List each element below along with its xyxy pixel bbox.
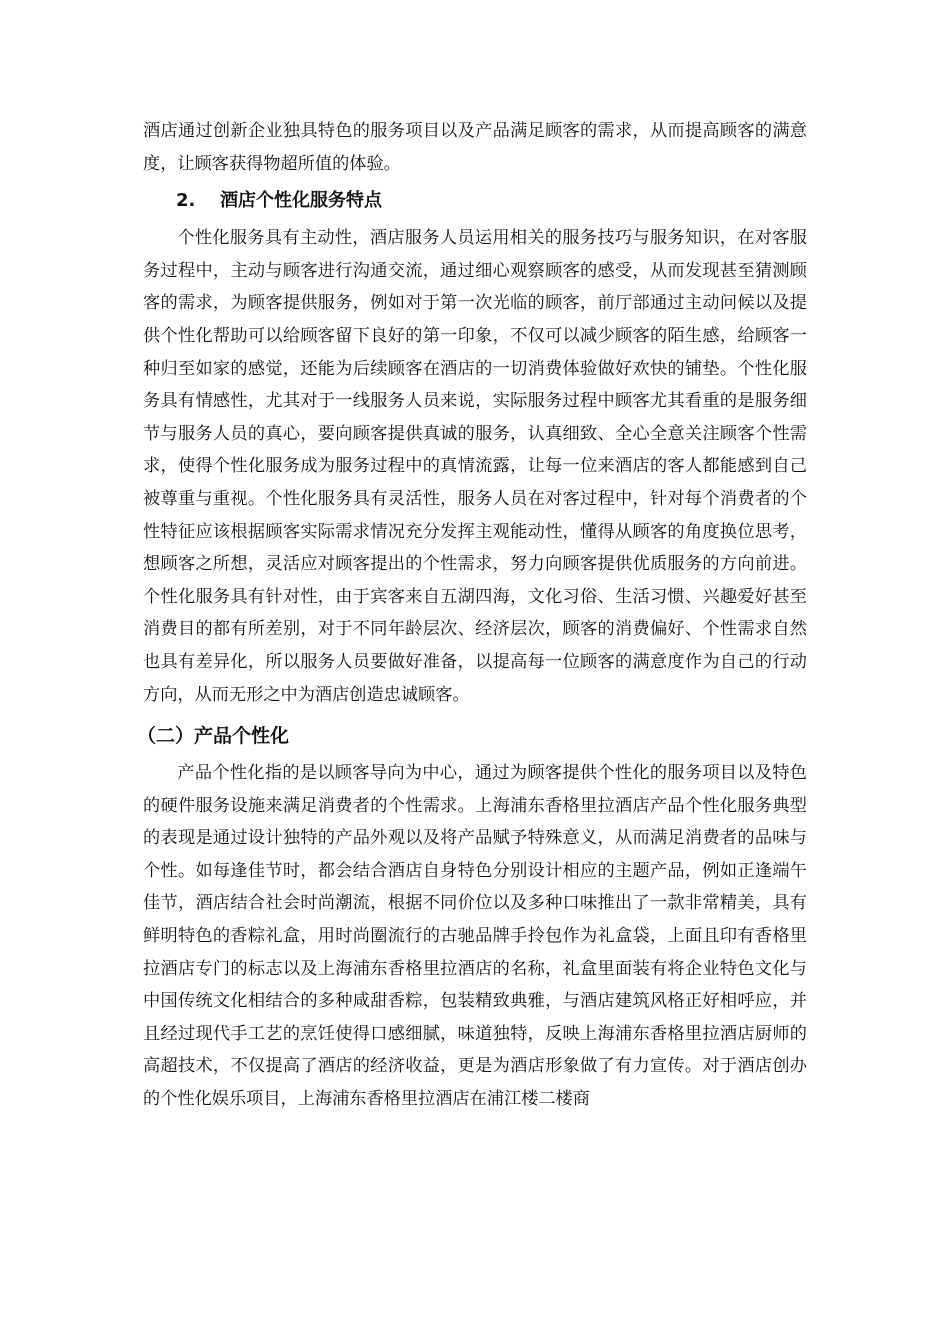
subheading-service-features (143, 186, 807, 216)
page-body (137, 115, 807, 1116)
subheading-title: 酒店个性化服务特点 (220, 190, 382, 212)
section-heading-product-personalization: （二）产品个性化 (137, 725, 290, 748)
paragraph-product-personalization: 产品个性化指的是以顾客导向为中心，通过为顾客提供个性化的服务项目以及特色的硬件服务设施来满足消费者的个性需求。上海浦东香格里拉酒店产品个性化服务典型的表现是通过设计独特的产品外观以及将产品赋予特殊意义，从而满足消费者的品味与个性。如每逢佳节时，都会结合酒店自身特色分别设计相应的主题产品，例如正逢端午佳节，酒店结合社会时尚潮流，根据不同价位以及多种口味推出了一款非常精美，具有鲜明特色的香粽礼盒，用时尚圈流行的古驰品牌手拎包作为礼盒袋，上面且印有香格里拉酒店专门的标志以及上海浦东香格里拉酒店的名称，礼盒里面装有将企业特色文化与中国传统文化相结合的多种咸甜香粽，包装精致典雅，与酒店建筑风格正好相呼应，并且经过现代手工艺的烹饪使得口感细腻，味道独特，反映上海浦东香格里拉酒店厨师的高超技术，不仅提高了酒店的经济收益，更是为酒店形象做了有力宣传。对于酒店创办的个性化娱乐项目，上海浦东香格里拉酒店在浦江楼二楼商 (143, 763, 807, 1110)
subheading-number: 2. (176, 190, 196, 212)
paragraph-intro-continuation: 酒店通过创新企业独具特色的服务项目以及产品满足顾客的需求，从而提高顾客的满意度，让顾客获得物超所值的体验。 (143, 121, 807, 174)
paragraph-service-features: 个性化服务具有主动性，酒店服务人员运用相关的服务技巧与服务知识，在对客服务过程中，主动与顾客进行沟通交流，通过细心观察顾客的感受，从而发现甚至猜测顾客的需求，为顾客提供服务，例如对于第一次光临的顾客，前厅部通过主动问候以及提供个性化帮助可以给顾客留下良好的第一印象，不仅可以减少顾客的陌生感，给顾客一种归至如家的感觉，还能为后续顾客在酒店的一切消费体验做好欢快的铺垫。个性化服务具有情感性，尤其对于一线服务人员来说，实际服务过程中顾客尤其看重的是服务细节与服务人员的真心，要向顾客提供真诚的服务，认真细致、全心全意关注顾客个性需求，使得个性化服务成为服务过程中的真情流露，让每一位来酒店的客人都能感到自己被尊重与重视。个性化服务具有灵活性，服务人员在对客过程中，针对每个消费者的个性特征应该根据顾客实际需求情况充分发挥主观能动性，懂得从顾客的角度换位思考，想顾客之所想，灵活应对顾客提出的个性需求，努力向顾客提供优质服务的方向前进。个性化服务具有针对性，由于宾客来自五湖四海，文化习俗、生活习惯、兴趣爱好甚至消费目的都有所差别，对于不同年龄层次、经济层次，顾客的消费偏好、个性需求自然也具有差异化，所以服务人员要做好准备，以提高每一位顾客的满意度作为自己的行动方向，从而无形之中为酒店创造忠诚顾客。 (143, 228, 807, 705)
